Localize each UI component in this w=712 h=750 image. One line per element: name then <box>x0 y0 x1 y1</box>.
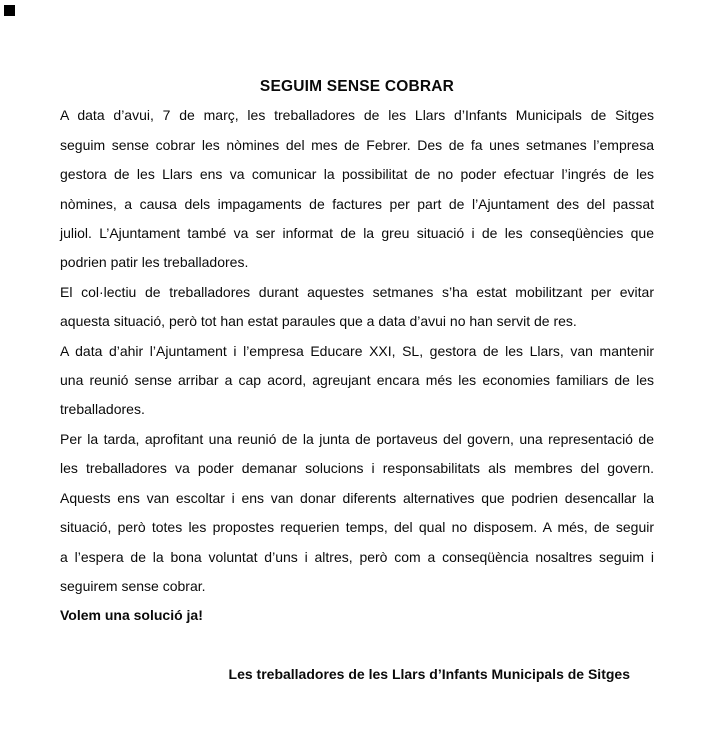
text-line: aquesta situació, però tot han estat paraules que a data d’avui no han servit de res. <box>60 313 577 330</box>
text-line: podrien patir les treballadores. <box>60 254 249 271</box>
text-line: gestora de les Llars ens va comunicar la possibilitat de no poder efectuar l’ingrés de les <box>60 166 654 183</box>
text-line: seguirem sense cobrar. <box>60 577 206 594</box>
text-line: El col·lectiu de treballadores durant aquestes setmanes s’ha estat mobilitzant per evitar <box>60 283 654 300</box>
text-line: Aquests ens van escoltar i ens van donar diferents alternatives que podrien desencallar la <box>60 489 654 506</box>
text-line: a l’espera de la bona voluntat d’uns i altres, però com a conseqüència nosaltres seguim i <box>60 548 654 565</box>
paragraph <box>60 601 654 630</box>
text-line: Volem una solució ja! <box>60 607 203 624</box>
signature-line: Les treballadores de les Llars d’Infants Municipals de Sitges <box>228 665 630 682</box>
text-line: Per la tarda, aprofitant una reunió de la junta de portaveus del govern, una representació de <box>60 430 654 447</box>
text-line: nòmines, a causa dels impagaments de factures per part de l’Ajuntament des del passat <box>60 195 654 212</box>
text-line: situació, però totes les propostes requerien temps, del qual no disposem. A més, de seguir <box>60 519 654 536</box>
text-line: juliol. L’Ajuntament també va ser informat de la greu situació i de les conseqüències que <box>60 225 654 242</box>
paragraph <box>60 425 654 601</box>
text-line: A data d’ahir l’Ajuntament i l’empresa Educare XXI, SL, gestora de les Llars, van mantenir <box>60 342 654 359</box>
scan-corner-mark-icon <box>4 5 15 16</box>
text-line: seguim sense cobrar les nòmines del mes de Febrer. Des de fa unes setmanes l’empresa <box>60 136 654 153</box>
text-line: les treballadores va poder demanar solucions i responsabilitats als membres del govern. <box>60 460 654 477</box>
text-line: una reunió sense arribar a cap acord, agreujant encara més les economies familiars de les <box>60 372 654 389</box>
paragraph <box>60 278 654 337</box>
text-line: treballadores. <box>60 401 145 418</box>
document-body <box>60 101 654 630</box>
paragraph <box>60 337 654 425</box>
paragraph <box>60 101 654 277</box>
text-line: A data d’avui, 7 de març, les treballadores de les Llars d’Infants Municipals de Sitges <box>60 107 654 124</box>
document-title: SEGUIM SENSE COBRAR <box>259 78 455 95</box>
